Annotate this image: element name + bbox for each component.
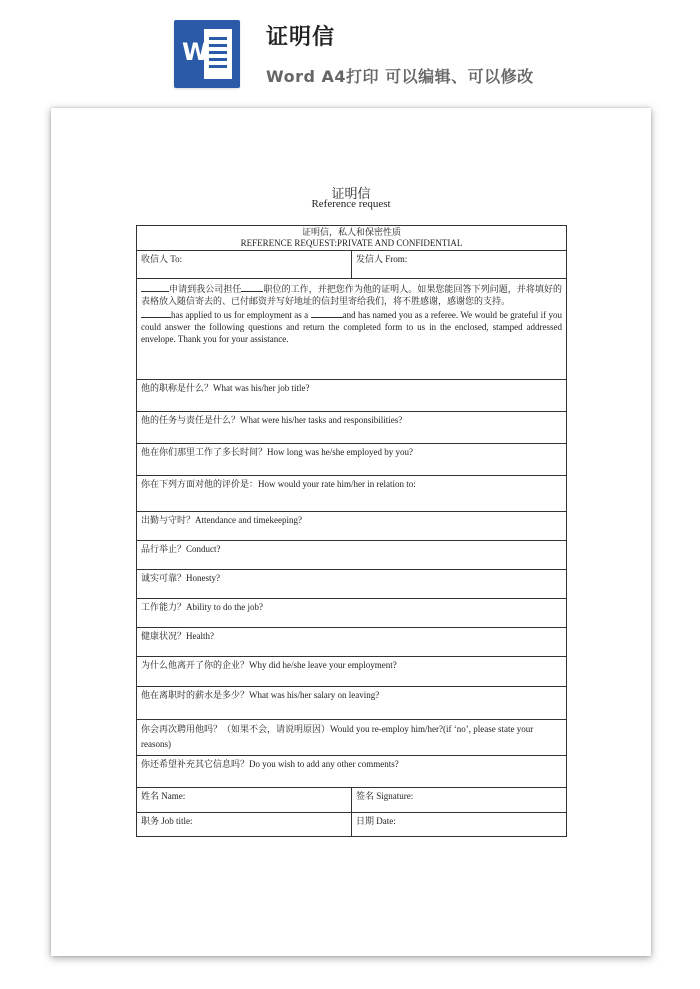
banner-en: REFERENCE REQUEST:PRIVATE AND CONFIDENTIAL — [240, 238, 463, 248]
question-salary[interactable]: 他在离职时的薪水是多少？What was his/her salary on leaving? — [137, 687, 567, 720]
document-title: 证明信 — [331, 186, 371, 201]
question-employment-length[interactable]: 他在你们那里工作了多长时间？How long was he/she employed by you? — [137, 444, 567, 476]
intro-cn: 申请到我公司担任 职位的工作，并把您作为他的证明人。如果您能回答下列问题，并将填好的表格放入随信寄去的、已付邮资并写好地址的信封里寄给我们，将不胜感谢，感谢您的支持。 — [141, 284, 562, 306]
position-blank-en[interactable] — [311, 308, 343, 318]
name-blank-en[interactable] — [141, 308, 171, 318]
from-label: 发信人 From: — [356, 254, 408, 264]
word-icon-letter: W — [182, 38, 209, 66]
job-title-cell[interactable]: 职务 Job title: — [137, 813, 352, 837]
header-title: 证明信 — [266, 25, 336, 50]
question-re-employ[interactable]: 你会再次聘用他吗？（如果不会，请说明原因）Would you re-employ him/her?(if ‘no’, please state your reasons) — [137, 720, 567, 756]
banner-cell — [137, 226, 567, 251]
question-ability[interactable]: 工作能力？Ability to do the job? — [137, 599, 567, 628]
intro-cell — [137, 279, 567, 380]
question-job-title[interactable]: 他的职称是什么？What was his/her job title? — [137, 380, 567, 412]
from-cell[interactable] — [352, 251, 567, 279]
document-page — [51, 108, 651, 956]
header-subtitle: Word A4打印 可以编辑、可以修改 — [266, 67, 534, 86]
intro-en: has applied to us for employment as a and has named you as a referee. We would be grateful if you could answer the following questions and return the completed form to us in the enclosed, stamped addressed envelope. Thank you for your assistance. — [141, 310, 563, 344]
document-subtitle: Reference request — [311, 198, 391, 210]
reference-form-table — [136, 225, 567, 837]
date-cell[interactable]: 日期 Date: — [352, 813, 567, 837]
page-header — [0, 0, 700, 108]
signature-cell[interactable]: 签名 Signature: — [352, 788, 567, 813]
question-leave-reason[interactable]: 为什么他离开了你的企业？Why did he/she leave your employment? — [137, 657, 567, 687]
question-comments[interactable]: 你还希望补充其它信息吗？Do you wish to add any other comments? — [137, 756, 567, 788]
banner-cn: 证明信，私人和保密性质 — [301, 227, 401, 237]
question-rating[interactable]: 你在下列方面对他的评价是：How would your rate him/her in relation to: — [137, 476, 567, 512]
word-icon — [174, 20, 240, 88]
question-honesty[interactable]: 诚实可靠？Honesty? — [137, 570, 567, 599]
to-label: 收信人 To: — [141, 254, 183, 264]
question-conduct[interactable]: 品行举止？Conduct? — [137, 541, 567, 570]
question-tasks[interactable]: 他的任务与责任是什么？What were his/her tasks and responsibilities? — [137, 412, 567, 444]
position-blank[interactable] — [241, 282, 263, 292]
to-cell[interactable] — [137, 251, 352, 279]
name-blank[interactable] — [141, 282, 169, 292]
question-attendance[interactable]: 出勤与守时？Attendance and timekeeping? — [137, 512, 567, 541]
name-cell[interactable]: 姓名 Name: — [137, 788, 352, 813]
question-health[interactable]: 健康状况？Health? — [137, 628, 567, 657]
